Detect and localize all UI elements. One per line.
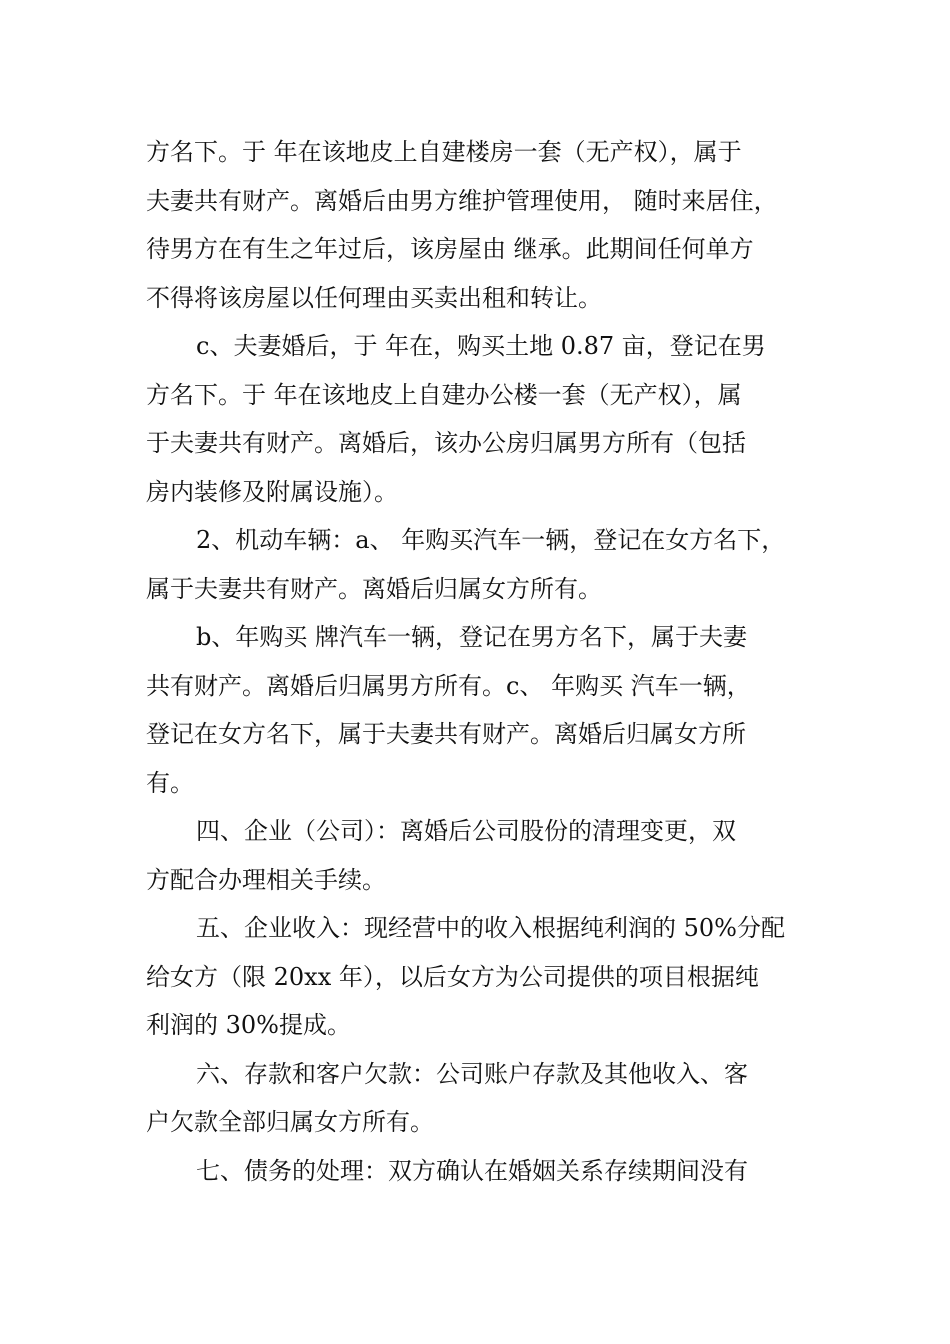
paragraph-vehicles-b-c	[146, 613, 836, 807]
document-body	[146, 128, 836, 1195]
text-line: 有。	[146, 768, 194, 797]
paragraph-office-building	[146, 322, 836, 516]
text-line: 方名下。于 年在该地皮上自建楼房一套（无产权），属于	[146, 138, 742, 166]
paragraph-enterprise-income	[146, 904, 836, 1050]
text-line: 待男方在有生之年过后，该房屋由 继承。此期间任何单方	[146, 235, 754, 263]
paragraph-enterprise	[146, 807, 836, 904]
text-line: 户欠款全部归属女方所有。	[146, 1108, 434, 1136]
text-line: 利润的 30%提成。	[146, 1011, 351, 1039]
text-line: 五、企业收入：现经营中的收入根据纯利润的 50%分配	[196, 914, 785, 942]
text-line: 七、债务的处理：双方确认在婚姻关系存续期间没有	[196, 1156, 748, 1185]
text-line: 不得将该房屋以任何理由买卖出租和转让。	[146, 283, 602, 312]
paragraph-deposits	[146, 1050, 836, 1147]
text-line: 2、机动车辆：a、 年购买汽车一辆，登记在女方名下，	[196, 526, 786, 554]
text-line: 四、企业（公司）：离婚后公司股份的清理变更，双	[196, 817, 736, 845]
text-line: b、年购买 牌汽车一辆，登记在男方名下，属于夫妻	[196, 623, 747, 651]
paragraph-house-continued	[146, 128, 836, 322]
text-line: 属于夫妻共有财产。离婚后归属女方所有。	[146, 574, 602, 603]
paragraph-debts	[146, 1147, 836, 1196]
text-line: 于夫妻共有财产。离婚后，该办公房归属男方所有（包括	[146, 429, 746, 457]
text-line: 给女方（限 20xx 年），以后女方为公司提供的项目根据纯	[146, 962, 759, 991]
text-line: c、夫妻婚后，于 年在，购买土地 0.87 亩，登记在男	[196, 332, 766, 360]
text-line: 登记在女方名下，属于夫妻共有财产。离婚后归属女方所	[146, 720, 746, 748]
text-line: 共有财产。离婚后归属男方所有。c、 年购买 汽车一辆，	[146, 671, 751, 700]
text-line: 房内装修及附属设施）。	[146, 477, 398, 506]
text-line: 方配合办理相关手续。	[146, 865, 386, 894]
text-line: 夫妻共有财产。离婚后由男方维护管理使用， 随时来居住，	[146, 186, 778, 215]
text-line: 方名下。于 年在该地皮上自建办公楼一套（无产权），属	[146, 380, 742, 409]
paragraph-vehicles-a	[146, 516, 836, 613]
text-line: 六、存款和客户欠款：公司账户存款及其他收入、客	[196, 1059, 748, 1088]
